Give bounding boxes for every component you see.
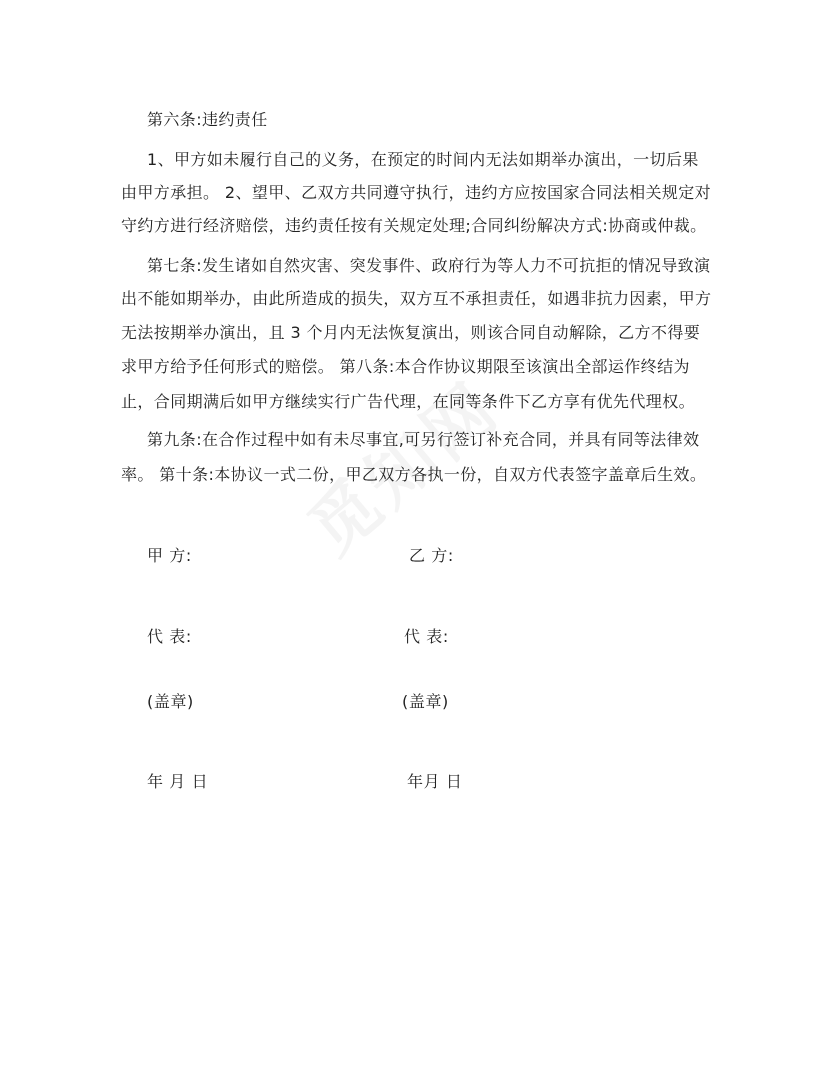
seal-b-label: (盖章) <box>402 692 449 711</box>
clause-9-10-line-2: 率。 第十条:本协议一式二份，甲乙双方各执一份，自双方代表签字盖章后生效。 <box>121 465 707 484</box>
clause-7-line-2: 出不能如期举办，由此所造成的损失，双方互不承担责任，如遇非抗力因素，甲方 <box>121 289 712 308</box>
clause-6-line-2: 由甲方承担。 2、望甲、乙双方共同遵守执行，违约方应按国家合同法相关规定对 <box>121 183 712 202</box>
party-b-label: 乙 方: <box>409 546 454 565</box>
rep-b-label: 代 表: <box>404 627 449 646</box>
clause-9-line-1: 第九条:在合作过程中如有未尽事宜,可另行签订补充合同，并具有同等法律效 <box>147 430 700 449</box>
rep-a-label: 代 表: <box>147 627 192 646</box>
date-a-label: 年 月 日 <box>147 772 209 791</box>
clause-7-line-1: 第七条:发生诸如自然灾害、突发事件、政府行为等人力不可抗拒的情况导致演 <box>147 256 711 275</box>
clause-7-line-3: 无法按期举办演出，且 3 个月内无法恢复演出，则该合同自动解除，乙方不得要 <box>121 323 701 342</box>
clause-8-line-2: 止，合同期满后如甲方继续实行广告代理，在同等条件下乙方享有优先代理权。 <box>121 392 696 411</box>
party-a-label: 甲 方: <box>147 546 192 565</box>
clause-6-line-1: 1、甲方如未履行自己的义务，在预定的时间内无法如期举办演出，一切后果 <box>147 150 699 169</box>
clause-6-line-3: 守约方进行经济赔偿，违约责任按有关规定处理;合同纠纷解决方式:协商或仲裁。 <box>121 216 707 235</box>
seal-a-label: (盖章) <box>147 692 194 711</box>
clause-6-heading: 第六条:违约责任 <box>147 110 268 129</box>
clause-7-8-line-4: 求甲方给予任何形式的赔偿。 第八条:本合作协议期限至该演出全部运作终结为 <box>121 357 690 376</box>
date-b-label: 年月 日 <box>407 772 463 791</box>
